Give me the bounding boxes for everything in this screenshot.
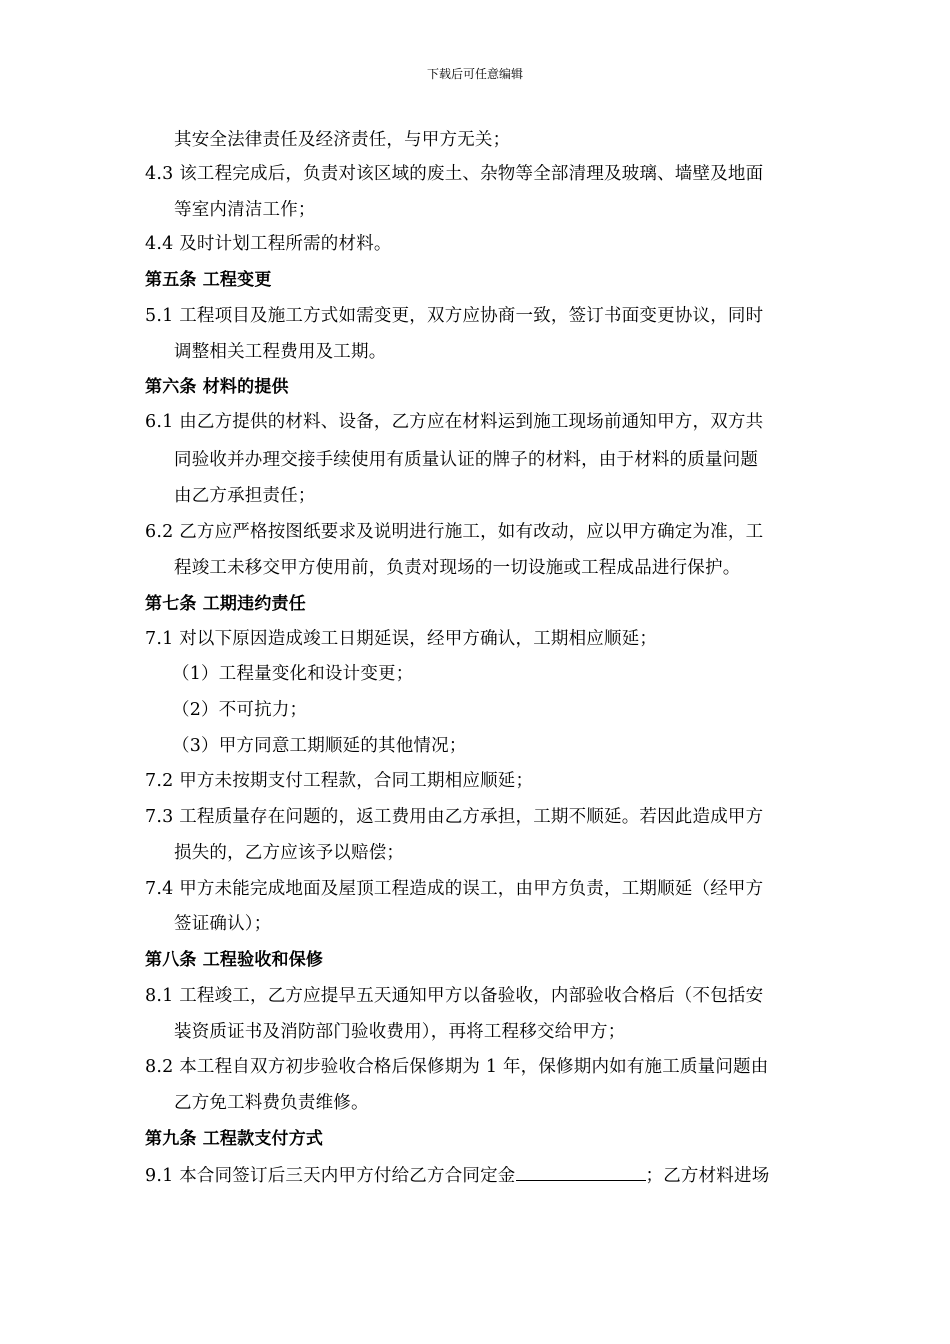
fill-in-blank[interactable] [516,1162,646,1181]
article-8-heading: 第八条 工程验收和保修 [145,950,324,970]
text-line: 乙方免工料费负责维修。 [174,1093,369,1113]
clause-8-2: 8.2 本工程自双方初步验收合格后保修期为 1 年，保修期内如有施工质量问题由 [145,1057,769,1077]
page-header: 下载后可任意编辑 [426,67,523,81]
clause-9-1-text-cont: ；乙方材料进场 [645,1166,770,1186]
clause-6-1: 6.1 由乙方提供的材料、设备，乙方应在材料运到施工现场前通知甲方，双方共 [145,412,764,432]
list-item: （1）工程量变化和设计变更； [172,664,414,684]
clause-5-1: 5.1 工程项目及施工方式如需变更，双方应协商一致，签订书面变更协议，同时 [145,306,764,326]
article-6-heading: 第六条 材料的提供 [145,377,289,397]
text-line: 签证确认）； [174,914,272,934]
text-line: 其安全法律责任及经济责任，与甲方无关； [174,130,511,150]
article-9-heading: 第九条 工程款支付方式 [145,1129,324,1149]
list-item: （2）不可抗力； [172,700,308,720]
text-line: 等室内清洁工作； [174,200,316,220]
list-item: （3）甲方同意工期顺延的其他情况； [172,736,467,756]
clause-9-1-text: 9.1 本合同签订后三天内甲方付给乙方合同定金 [145,1166,516,1186]
text-line: 程竣工未移交甲方使用前，负责对现场的一切设施或工程成品进行保护。 [174,558,741,578]
clause-4-4: 4.4 及时计划工程所需的材料。 [145,234,392,254]
clause-7-2: 7.2 甲方未按期支付工程款，合同工期相应顺延； [145,771,534,791]
clause-6-2: 6.2 乙方应严格按图纸要求及说明进行施工，如有改动，应以甲方确定为准，工 [145,522,764,542]
text-line: 装资质证书及消防部门验收费用），再将工程移交给甲方； [174,1022,626,1042]
clause-7-3: 7.3 工程质量存在问题的，返工费用由乙方承担，工期不顺延。若因此造成甲方 [145,807,764,827]
text-line: 调整相关工程费用及工期。 [174,342,387,362]
article-5-heading: 第五条 工程变更 [145,270,272,290]
clause-4-3: 4.3 该工程完成后，负责对该区域的废土、杂物等全部清理及玻璃、墙壁及地面 [145,164,764,184]
article-7-heading: 第七条 工期违约责任 [145,594,306,614]
text-line: 由乙方承担责任； [174,486,316,506]
text-line: 损失的，乙方应该予以赔偿； [174,843,405,863]
clause-9-1 [145,1162,769,1188]
clause-7-4: 7.4 甲方未能完成地面及屋顶工程造成的误工，由甲方负责，工期顺延（经甲方 [145,879,764,899]
clause-7-1: 7.1 对以下原因造成竣工日期延误，经甲方确认，工期相应顺延； [145,629,658,649]
text-line: 同验收并办理交接手续使用有质量认证的牌子的材料，由于材料的质量问题 [174,450,759,470]
clause-8-1: 8.1 工程竣工，乙方应提早五天通知甲方以备验收，内部验收合格后（不包括安 [145,986,764,1006]
